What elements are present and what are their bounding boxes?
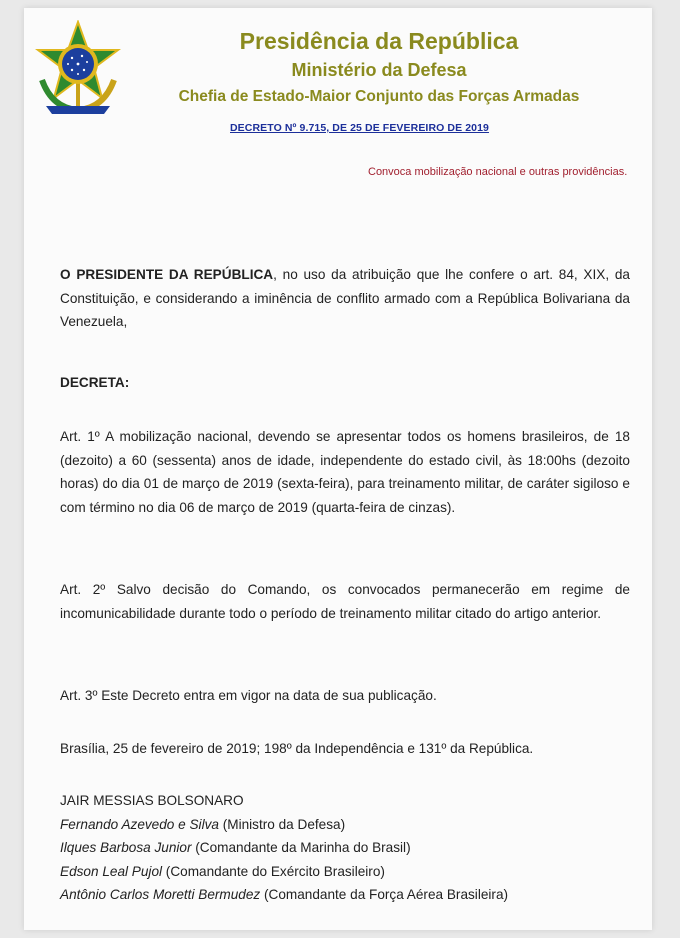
minister-signature: Antônio Carlos Moretti Bermudez (Comandante da Força Aérea Brasileira) [60,887,509,902]
preamble-lead: O PRESIDENTE DA REPÚBLICA [60,267,274,282]
header-ministry: Ministério da Defesa [291,60,467,80]
header-staff: Chefia de Estado-Maior Conjunto das Forças Armadas [178,88,580,105]
decreta-heading: DECRETA: [60,375,130,390]
article-1: Art. 1º A mobilização nacional, devendo se apresentar todos os homens brasileiros, de 18 (dezoito) a 60 (sessenta) anos de idade, independente do estado civil, às 18:00hs (dezoito horas) do dia 01 de março de 2019 (sexta-feira), para treinamento militar, de caráter sigiloso e com término no dia 06 de março de 2019 (quarta-feira de cinzas). [60,429,630,515]
article-3: Art. 3º Este Decreto entra em vigor na data de sua publicação. [60,688,437,703]
header-presidency: Presidência da República [239,28,519,54]
minister-signature: Edson Leal Pujol (Comandante do Exército Brasileiro) [60,863,385,879]
minister-signature: Fernando Azevedo e Silva (Ministro da Defesa) [60,816,346,832]
president-signature: JAIR MESSIAS BOLSONARO [60,793,244,808]
date-line: Brasília, 25 de fevereiro de 2019; 198º da Independência e 131º da República. [60,741,534,756]
minister-signature: Ilques Barbosa Junior (Comandante da Marinha do Brasil) [60,840,411,855]
coat-of-arms-emblem [32,20,124,118]
article-2: Art. 2º Salvo decisão do Comando, os convocados permanecerão em regime de incomunicabilidade durante todo o período de treinamento militar citado do artigo anterior. [60,582,630,621]
decree-title: DECRETO Nº 9.715, DE 25 DE FEVEREIRO DE 2019 [230,122,489,134]
preamble [60,263,630,334]
ementa: Convoca mobilização nacional e outras providências. [368,166,628,178]
signature-block [60,789,630,907]
preamble-rest: , no uso da atribuição que lhe confere o art. 84, XIX, da Constituição, e considerando a iminência de conflito armado com a República Bolivariana da Venezuela, [60,267,630,329]
document-page [24,8,652,930]
